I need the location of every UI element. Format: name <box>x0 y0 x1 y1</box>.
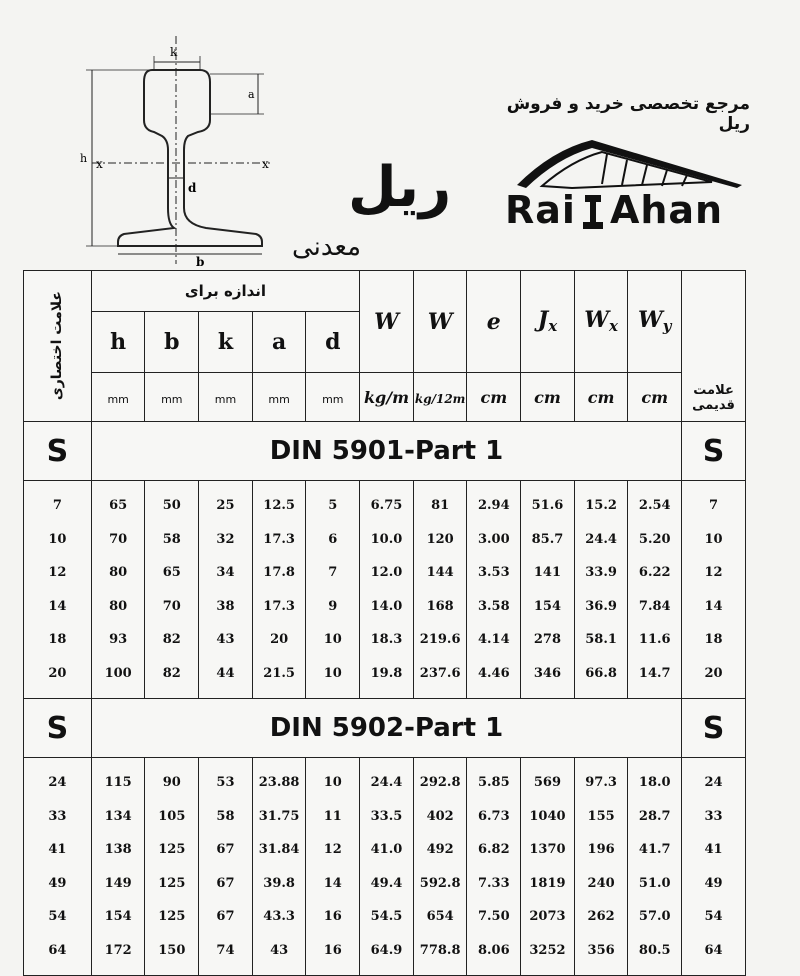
diagram-label-k: k <box>170 45 178 59</box>
table-cell: 43.3 <box>263 909 295 924</box>
table-cell: 292.8 <box>419 775 461 790</box>
table-cell: 39.8 <box>263 875 295 891</box>
table-cell: 144 <box>426 565 454 580</box>
table-cell: 23.88 <box>258 775 300 790</box>
table-cell: 53 <box>216 775 235 790</box>
table-cell: 5 <box>328 498 338 513</box>
section-header-din5901 <box>24 422 746 481</box>
table-cell: 25 <box>216 498 235 513</box>
col-unit-9: cm <box>574 373 628 422</box>
table-cell: 41.0 <box>370 842 403 857</box>
table-cell: 28.7 <box>638 808 671 824</box>
page-title: ریل <box>348 155 452 220</box>
col-head-8: $J_x$ <box>521 271 575 373</box>
table-cell: 67 <box>216 842 235 857</box>
table-cell: 219.6 <box>419 632 461 647</box>
short-mark-header-cell <box>24 271 92 422</box>
company-tagline: مرجع تخصصی خرید و فروش ریل <box>506 94 750 134</box>
rail-i-icon <box>582 195 604 229</box>
data-column-9 <box>521 481 575 699</box>
table-cell: 1819 <box>529 875 566 891</box>
table-cell: 14 <box>48 598 67 614</box>
table-cell: 240 <box>587 875 615 891</box>
table-cell: 36.9 <box>585 598 617 614</box>
col-head-6: W <box>413 271 467 373</box>
diagram-label-h: h <box>80 152 88 165</box>
data-column-10 <box>574 481 628 699</box>
table-cell: 81 <box>431 498 450 513</box>
table-cell: 8.06 <box>477 942 510 958</box>
table-cell: 49.4 <box>370 875 403 891</box>
table-cell: 70 <box>162 598 181 614</box>
table-cell: 54.5 <box>370 909 403 924</box>
header-row-units <box>24 373 746 422</box>
table-cell: 80 <box>109 565 128 580</box>
table-cell: 24.4 <box>370 775 403 790</box>
table-cell: 20 <box>270 632 289 647</box>
table-cell: 31.75 <box>258 808 300 824</box>
table-cell: 3.53 <box>477 565 510 580</box>
table-cell: 172 <box>104 942 132 958</box>
table-cell: 7.33 <box>477 875 510 891</box>
table-cell: 20 <box>48 665 67 681</box>
col-unit-2: mm <box>199 373 253 422</box>
col-unit-7: cm <box>467 373 521 422</box>
table-cell: 57.0 <box>638 909 671 924</box>
table-cell: 41.7 <box>638 842 671 857</box>
table-cell: 74 <box>216 942 235 958</box>
table-cell: 7 <box>328 565 338 580</box>
data-column-2 <box>145 758 199 976</box>
table-cell: 17.3 <box>263 531 295 547</box>
train-logo-icon <box>512 130 747 192</box>
data-column-7 <box>413 758 467 976</box>
table-cell: 33.9 <box>585 565 617 580</box>
table-cell: 125 <box>158 842 186 857</box>
table-cell: 6 <box>328 531 338 547</box>
data-column-4 <box>252 481 306 699</box>
table-cell: 54 <box>704 909 723 924</box>
section-header-din5902 <box>24 699 746 758</box>
col-head-7: e <box>467 271 521 373</box>
table-cell: 43 <box>216 632 235 647</box>
table-cell: 100 <box>104 665 132 681</box>
table-cell: 82 <box>162 665 181 681</box>
data-column-11 <box>628 758 682 976</box>
col-head-3: a <box>252 312 306 373</box>
table-cell: 356 <box>587 942 615 958</box>
table-cell: 18.3 <box>370 632 403 647</box>
table-cell: 4.14 <box>477 632 510 647</box>
table-cell: 14.7 <box>638 665 671 681</box>
table-cell: 105 <box>158 808 186 824</box>
table-cell: 38 <box>216 598 235 614</box>
table-cell: 65 <box>162 565 181 580</box>
table-cell: 134 <box>104 808 132 824</box>
table-cell: 82 <box>162 632 181 647</box>
data-column-5 <box>306 481 360 699</box>
table-cell: 10 <box>704 531 723 547</box>
table-cell: 80 <box>109 598 128 614</box>
table-cell: 33 <box>704 808 723 824</box>
col-unit-4: mm <box>306 373 360 422</box>
table-cell: 237.6 <box>419 665 461 681</box>
table-cell: 6.75 <box>370 498 403 513</box>
diagram-label-d: d <box>188 181 197 195</box>
table-cell: 2.54 <box>638 498 671 513</box>
section-s-right: S <box>682 699 746 758</box>
table-cell: 16 <box>323 909 342 924</box>
table-cell: 41 <box>704 842 723 857</box>
table-cell: 592.8 <box>419 875 461 891</box>
table-cell: 569 <box>533 775 562 790</box>
table-cell: 149 <box>104 875 132 891</box>
table-cell: 65 <box>109 498 128 513</box>
table-cell: 41 <box>48 842 67 857</box>
page-header <box>0 0 800 268</box>
table-cell: 168 <box>426 598 454 614</box>
table-cell: 10.0 <box>370 531 403 547</box>
table-cell: 115 <box>104 775 132 790</box>
table-cell: 43 <box>270 942 289 958</box>
data-column-0 <box>24 758 92 976</box>
table-cell: 50 <box>162 498 181 513</box>
data-column-12 <box>682 481 746 699</box>
table-cell: 64 <box>704 942 723 958</box>
table-cell: 11 <box>323 808 342 824</box>
table-cell: 34 <box>216 565 235 580</box>
logo-text-right: Ahan <box>609 188 724 232</box>
table-cell: 16 <box>323 942 342 958</box>
section-body-din5901 <box>24 481 746 699</box>
diagram-label-x-right: x <box>262 157 269 171</box>
table-cell: 154 <box>104 909 132 924</box>
table-cell: 44 <box>216 665 235 681</box>
table-cell: 67 <box>216 875 235 891</box>
table-cell: 12 <box>323 842 342 857</box>
table-cell: 58 <box>162 531 181 547</box>
table-cell: 492 <box>426 842 454 857</box>
table-cell: 10 <box>323 632 342 647</box>
table-cell: 1370 <box>529 842 566 857</box>
table-cell: 33.5 <box>370 808 403 824</box>
table-cell: 2073 <box>529 909 566 924</box>
diagram-label-b: b <box>196 255 205 268</box>
table-cell: 155 <box>587 808 615 824</box>
table-cell: 120 <box>426 531 454 547</box>
col-unit-1: mm <box>145 373 199 422</box>
section-s-left: S <box>24 699 92 758</box>
table-cell: 141 <box>533 565 562 580</box>
table-cell: 58.1 <box>585 632 617 647</box>
table-cell: 14 <box>704 598 723 614</box>
col-head-2: k <box>199 312 253 373</box>
col-unit-3: mm <box>252 373 306 422</box>
size-group-header: اندازه برای <box>91 271 359 312</box>
table-cell: 21.5 <box>263 665 295 681</box>
table-cell: 12.0 <box>370 565 403 580</box>
table-cell: 14.0 <box>370 598 403 614</box>
table-cell: 11.6 <box>638 632 671 647</box>
rail-profile-diagram <box>70 28 285 268</box>
table-cell: 33 <box>48 808 67 824</box>
table-cell: 70 <box>109 531 128 547</box>
table-cell: 154 <box>533 598 562 614</box>
data-column-6 <box>360 758 414 976</box>
col-head-0: h <box>91 312 145 373</box>
table-cell: 5.85 <box>477 775 510 790</box>
data-column-1 <box>91 758 145 976</box>
table-cell: 90 <box>162 775 181 790</box>
table-cell: 24 <box>48 775 67 790</box>
col-unit-5: kg/m <box>360 373 414 422</box>
table-cell: 51.6 <box>531 498 564 513</box>
table-cell: 32 <box>216 531 235 547</box>
table-cell: 3.58 <box>477 598 510 614</box>
page-subtitle: معدنی <box>292 232 362 262</box>
col-head-9: $W_x$ <box>574 271 628 373</box>
table-cell: 17.3 <box>263 598 295 614</box>
data-column-3 <box>199 481 253 699</box>
table-cell: 10 <box>48 531 67 547</box>
table-cell: 64 <box>48 942 67 958</box>
data-column-2 <box>145 481 199 699</box>
section-title: DIN 5901-Part 1 <box>91 422 681 481</box>
table-cell: 125 <box>158 909 186 924</box>
table-cell: 6.22 <box>638 565 671 580</box>
table-cell: 18 <box>704 632 723 647</box>
table-cell: 125 <box>158 875 186 891</box>
table-cell: 66.8 <box>585 665 617 681</box>
data-column-9 <box>521 758 575 976</box>
table-cell: 7 <box>52 498 62 513</box>
table-cell: 196 <box>587 842 615 857</box>
table-cell: 7.50 <box>477 909 510 924</box>
table-cell: 24.4 <box>585 531 617 547</box>
rail-spec-table <box>23 270 746 976</box>
table-cell: 54 <box>48 909 67 924</box>
data-column-4 <box>252 758 306 976</box>
table-cell: 85.7 <box>531 531 564 547</box>
table-cell: 93 <box>109 632 128 647</box>
col-unit-10: cm <box>628 373 682 422</box>
table-cell: 778.8 <box>419 942 461 958</box>
table-cell: 24 <box>704 775 723 790</box>
table-cell: 12.5 <box>263 498 295 513</box>
data-column-0 <box>24 481 92 699</box>
table-cell: 3252 <box>529 942 566 958</box>
section-s-left: S <box>24 422 92 481</box>
col-unit-6: kg/12m <box>413 373 467 422</box>
data-column-10 <box>574 758 628 976</box>
data-column-12 <box>682 758 746 976</box>
table-cell: 654 <box>426 909 454 924</box>
table-cell: 402 <box>426 808 454 824</box>
data-column-7 <box>413 481 467 699</box>
table-cell: 19.8 <box>370 665 403 681</box>
table-cell: 150 <box>158 942 186 958</box>
col-unit-0: mm <box>91 373 145 422</box>
table-cell: 262 <box>587 909 615 924</box>
table-cell: 80.5 <box>638 942 671 958</box>
table-cell: 5.20 <box>638 531 671 547</box>
data-column-1 <box>91 481 145 699</box>
logo-text-left: Rai <box>505 188 576 232</box>
table-cell: 31.84 <box>258 842 300 857</box>
company-logo-text <box>505 188 723 232</box>
table-cell: 64.9 <box>370 942 403 958</box>
table-cell: 138 <box>104 842 132 857</box>
old-mark-header: علامت قدیمی <box>682 271 746 422</box>
col-head-1: b <box>145 312 199 373</box>
section-title: DIN 5902-Part 1 <box>91 699 681 758</box>
table-cell: 51.0 <box>638 875 671 891</box>
data-column-8 <box>467 758 521 976</box>
table-cell: 6.73 <box>477 808 510 824</box>
table-cell: 7.84 <box>638 598 671 614</box>
section-s-right: S <box>682 422 746 481</box>
table-cell: 12 <box>48 565 67 580</box>
diagram-label-a: a <box>248 88 255 101</box>
table-cell: 3.00 <box>477 531 510 547</box>
table-cell: 346 <box>533 665 562 681</box>
data-column-11 <box>628 481 682 699</box>
section-body-din5902 <box>24 758 746 976</box>
table-cell: 7 <box>709 498 719 513</box>
data-column-8 <box>467 481 521 699</box>
table-cell: 58 <box>216 808 235 824</box>
table-cell: 97.3 <box>585 775 617 790</box>
table-cell: 9 <box>328 598 338 614</box>
table-cell: 12 <box>704 565 723 580</box>
header-row-group <box>24 271 746 312</box>
col-unit-8: cm <box>521 373 575 422</box>
table-cell: 1040 <box>529 808 566 824</box>
data-column-3 <box>199 758 253 976</box>
table-cell: 10 <box>323 775 342 790</box>
diagram-label-x-left: x <box>96 157 103 171</box>
table-cell: 18.0 <box>638 775 671 790</box>
col-head-5: W <box>360 271 414 373</box>
table-cell: 20 <box>704 665 723 681</box>
short-mark-header: علامت اختصاری <box>49 291 66 401</box>
col-head-10: $W_y$ <box>628 271 682 373</box>
table-cell: 18 <box>48 632 67 647</box>
table-cell: 15.2 <box>585 498 617 513</box>
table-cell: 49 <box>704 875 723 891</box>
table-cell: 2.94 <box>477 498 510 513</box>
data-column-5 <box>306 758 360 976</box>
table-cell: 67 <box>216 909 235 924</box>
table-cell: 4.46 <box>477 665 510 681</box>
table-cell: 278 <box>533 632 562 647</box>
table-cell: 17.8 <box>263 565 295 580</box>
table-cell: 10 <box>323 665 342 681</box>
data-column-6 <box>360 481 414 699</box>
table-cell: 14 <box>323 875 342 891</box>
col-head-4: d <box>306 312 360 373</box>
table-cell: 6.82 <box>477 842 510 857</box>
table-cell: 49 <box>48 875 67 891</box>
